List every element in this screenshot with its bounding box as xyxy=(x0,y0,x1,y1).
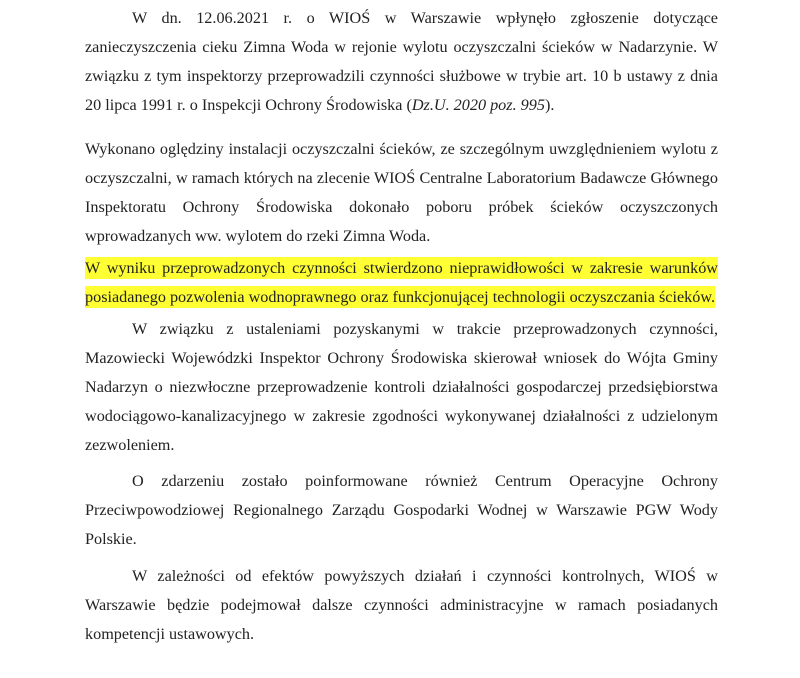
legal-citation: Dz.U. 2020 poz. 995 xyxy=(411,96,545,114)
paragraph-motion-to-mayor: W związku z ustaleniami pozyskanymi w trakcie przeprowadzonych czynności, Mazowiecki Wojewódzki Inspektor Ochrony Środowiska skierował wniosek do Wójta Gminy Nadarzyn o niezwłoczne przeprowadzenie kontroli działalności gospodarczej przedsiębiorstwa wodociągowo-kanalizacyjnego w zakresie zgodności wykonywanej działalności z udzielonym zezwoleniem. xyxy=(85,320,718,454)
paragraph-further-actions: W zależności od efektów powyższych działań i czynności kontrolnych, WIOŚ w Warszawie będzie podejmował dalsze czynności administracyjne w ramach posiadanych kompetencji ustawowych. xyxy=(85,567,718,643)
paragraph-findings xyxy=(85,254,718,312)
paragraph-notification: O zdarzeniu zostało poinformowane również Centrum Operacyjne Ochrony Przeciwpowodziowej Regionalnego Zarządu Gospodarki Wodnej w Warszawie PGW Wody Polskie. xyxy=(85,472,718,548)
paragraph-incident-report xyxy=(85,4,718,120)
paragraph-1-text: W dn. 12.06.2021 r. o WIOŚ w Warszawie wpłynęło zgłoszenie dotyczące zanieczyszczenia cieku Zimna Woda w rejonie wylotu oczyszczalni ścieków w Nadarzynie. W związku z tym inspektorzy przeprowadzili czynności służbowe w trybie art. 10 b ustawy z dnia 20 lipca 1991 r. o Inspekcji Ochrony Środowiska ( xyxy=(85,9,718,114)
paragraph-inspection: Wykonano oględziny instalacji oczyszczalni ścieków, ze szczególnym uwzględnieniem wylotu z oczyszczalni, w ramach których na zlecenie WIOŚ Centralne Laboratorium Badawcze Głównego Inspektoratu Ochrony Środowiska dokonało poboru próbek ścieków oczyszczonych wprowadzanych ww. wylotem do rzeki Zimna Woda. xyxy=(85,140,718,245)
highlighted-findings: W wyniku przeprowadzonych czynności stwierdzono nieprawidłowości w zakresie warunków posiadanego pozwolenia wodnoprawnego oraz funkcjonującej technologii oczyszczania ścieków. xyxy=(85,259,718,306)
paragraph-1-closing: ). xyxy=(544,96,555,114)
